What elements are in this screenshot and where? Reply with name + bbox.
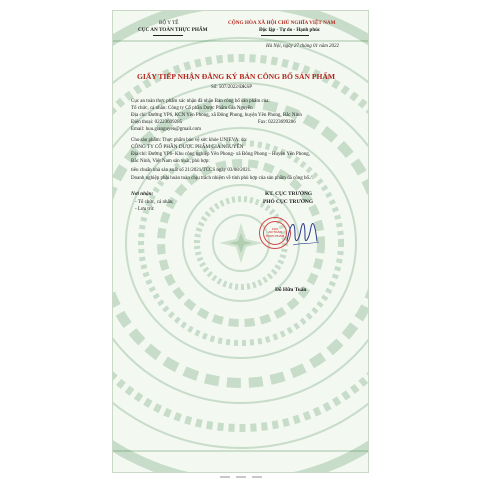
document-title: GIẤY TIẾP NHẬN ĐĂNG KÝ BẢN CÔNG BỐ SẢN PHẨM: [137, 72, 336, 81]
email-line: Email: huu.gianguyen@gmail.com: [131, 127, 202, 132]
page-footer-strip: [112, 474, 369, 480]
nation-name: CỘNG HÒA XÃ HỘI CHỦ NGHĨA VIỆT NAM: [228, 20, 336, 26]
document-number: Số: 507/2022/ĐKSP: [211, 85, 252, 90]
motto-underline: [261, 35, 309, 36]
agency-name: CỤC AN TOÀN THỰC PHẨM: [138, 27, 208, 33]
recipients-heading: Nơi nhận:: [131, 191, 154, 197]
footer-mark: [236, 476, 246, 478]
recipient-item: - Lưu trữ.: [135, 207, 155, 212]
standard-line: tiêu chuẩn nhà sản xuất số 21/2021/TCCS ngày 03/08/2021.: [131, 168, 252, 173]
document-page: [112, 10, 369, 473]
body-line-1: Cục an toàn thực phẩm xác nhận đã nhận Bản công bố sản phẩm của:: [131, 99, 270, 104]
responsibility-line: Doanh nghiệp phải hoàn toàn chịu trách nhiệm về tính phù hợp của sản phẩm đã công bố./.: [131, 176, 313, 181]
stamp-text: AN TOÀN: [268, 230, 282, 235]
fax-line: Fax: 02223699286: [258, 120, 296, 125]
body-line-2: Tổ chức, cá nhân: Công ty Cổ phần Dược Phẩm Gia Nguyễn: [131, 106, 253, 111]
manufacturer-address-2: Bắc Ninh, Việt Nam sản xuất, phù hợp:: [131, 159, 210, 164]
body-line-3: Địa chỉ: Đường YP6, KCN Yên Phong, xã Đông Phong, huyện Yên Phong, Bắc Ninh: [131, 113, 302, 118]
ministry-name: BỘ Y TẾ: [159, 20, 179, 26]
stamp-text: CỤC: [271, 226, 279, 231]
signer-name: Đỗ Hữu Tuấn: [275, 287, 307, 293]
stamp-text: THỰC PHẨM: [265, 233, 285, 238]
product-line: Cho sản phẩm: Thực phẩm bảo vệ sức khỏe UNIEVA; do:: [131, 138, 248, 143]
signature: [283, 211, 323, 251]
national-motto: Độc lập - Tự do - Hạnh phúc: [259, 28, 321, 33]
signer-role-1: KT. CỤC TRƯỞNG: [265, 191, 313, 197]
recipient-item: - Tổ chức, cá nhân;: [135, 200, 174, 205]
footer-mark: [220, 476, 230, 478]
agency-underline: [153, 35, 183, 36]
footer-mark: [252, 476, 262, 478]
manufacturer-name: CÔNG TY CỔ PHẦN DƯỢC PHẨM GIA NGUYỄN: [131, 144, 244, 150]
document-content: [113, 11, 369, 473]
signer-role-2: PHÓ CỤC TRƯỞNG: [263, 199, 314, 205]
manufacturer-address-1: Địa chỉ: Đường YP6- Khu công nghiệp Yên Phong- xã Đông Phong – Huyện Yên Phong,: [131, 152, 310, 157]
place-date: Hà Nội, ngày 27 tháng 01 năm 2022: [266, 44, 340, 49]
phone-line: Điện thoại: 02223699285: [131, 120, 183, 125]
